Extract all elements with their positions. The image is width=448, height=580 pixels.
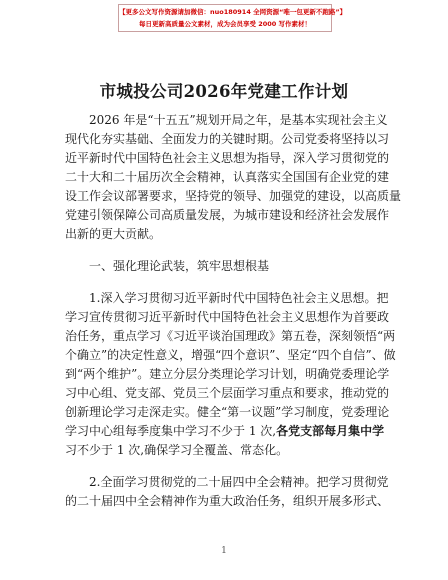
para1-bold-text: 各党支部每月集中学 — [276, 424, 385, 438]
para1-line-7: 创新理论学习走深走实。健全“第一议题”学习制度，党委理论 — [65, 405, 390, 419]
intro-line-2: 现代化夯实基础、全面发力的关键时期。公司党委将坚持以习 — [65, 132, 390, 146]
para2-line-1: 2.全面学习贯彻党的二十届四中全会精神。把学习贯彻党 — [89, 475, 389, 489]
para1-line-8 — [65, 422, 384, 441]
intro-line-3: 近平新时代中国特色社会主义思想为指导，深入学习贯彻党的 — [65, 151, 390, 165]
para2-line-2: 的二十届四中全会精神作为重大政治任务，组织开展多形式、 — [65, 494, 390, 508]
para1-line-5: 到“两个维护”。建立分层分类理论学习计划，明确党委理论学 — [65, 367, 390, 381]
document-title: 市城投公司2026年党建工作计划 — [99, 82, 349, 101]
intro-line-4: 二十大和二十届历次全会精神，认真落实全国国有企业党的建 — [65, 170, 390, 184]
para1-line-4: 个确立”的决定性意义，增强“四个意识”、坚定“四个自信”、做 — [65, 348, 396, 362]
intro-line-5: 设工作会议部署要求，坚持党的领导、加强党的建设，以高质量 — [65, 189, 402, 203]
promo-banner — [118, 4, 347, 32]
para1-line-3: 治任务，重点学习《习近平谈治国理政》第五卷，深刻领悟“两 — [65, 329, 396, 343]
para1-ending: ,确保学习全覆盖、常态化。 — [140, 443, 289, 457]
intro-line-6: 党建引领保障公司高质量发展，为城市建设和经济社会发展作 — [65, 208, 390, 222]
banner-line-1: 【更多公文写作资源请加微信：nuo180914 全网资源“唯一包更新不跑路”】 — [119, 8, 347, 16]
banner-line-2: 每日更新高质量公文素材，成为会员享受 2000 写作素材！ — [138, 20, 312, 28]
para1-line-2: 学习宣传贯彻习近平新时代中国特色社会主义思想作为首要政 — [65, 310, 390, 324]
para1-line-1: 1.深入学习贯彻习近平新时代中国特色社会主义思想。把 — [89, 291, 389, 305]
intro-line-1: 2026 年是“十五五”规划开局之年，是基本实现社会主义 — [89, 113, 388, 127]
para1-bold-continued: 习不少于 1 次 — [65, 443, 141, 457]
intro-line-7: 出新的更大贡献。 — [65, 227, 162, 241]
para1-line-8-text: 学习中心组每季度集中学习不少于 1 次, — [65, 424, 277, 438]
para1-line-9 — [65, 441, 288, 460]
page-number: 1 — [221, 546, 227, 556]
para1-line-6: 习中心组、党支部、党员三个层面学习重点和要求，推动党的 — [65, 386, 390, 400]
section-heading-1: 一、强化理论武装，筑牢思想根基 — [89, 259, 270, 273]
